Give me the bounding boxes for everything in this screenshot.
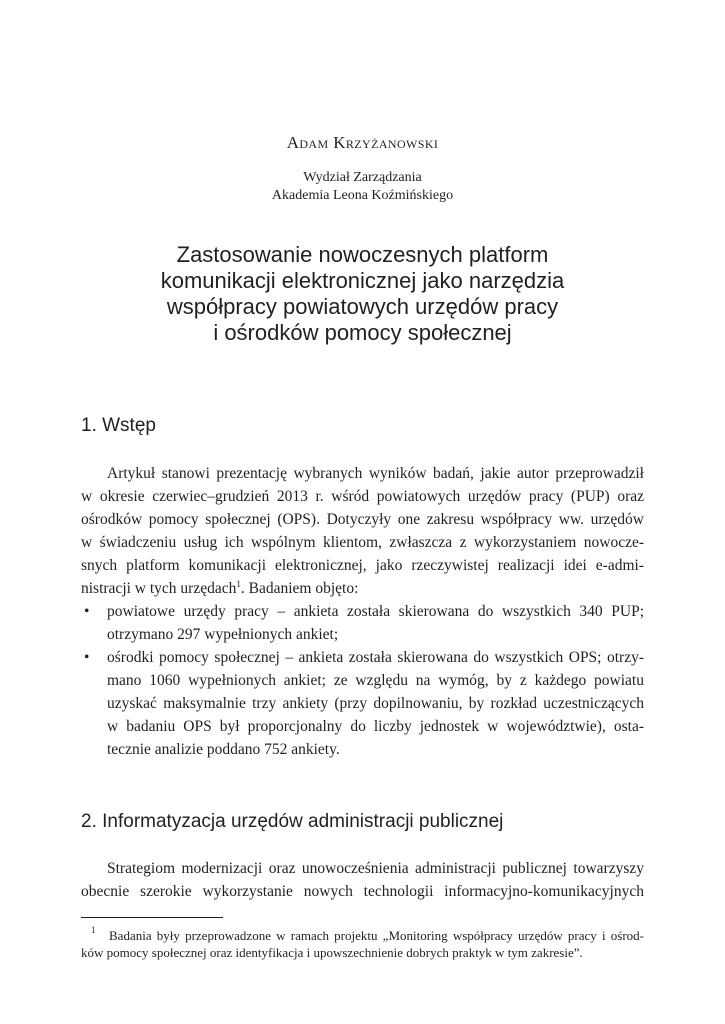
paragraph-line	[81, 579, 358, 599]
affiliation-institution: Akademia Leona Koźmińskiego	[271, 188, 454, 203]
paragraph-line: Strategiom modernizacji oraz unowocześnienia administracji publicznej towarzyszy	[107, 860, 644, 877]
article-title-line: i ośrodków pomocy społecznej	[213, 320, 512, 345]
article-title-line: komunikacji elektronicznej jako narzędzia	[160, 268, 565, 293]
paragraph-line: w okresie czerwiec–grudzień 2013 r. wśród powiatowych urzędów pracy (PUP) oraz	[81, 488, 644, 505]
list-item-line: tecznie analizie poddano 752 ankiety.	[107, 741, 340, 758]
footnote-reference[interactable]: 1	[236, 579, 241, 589]
list-item-line: otrzymano 297 wypełnionych ankiet;	[107, 626, 339, 643]
bullet-icon: •	[84, 649, 90, 666]
footnote-line: Badania były przeprowadzone w ramach projektu „Monitoring współpracy urzędów pracy i ośrod-	[109, 928, 644, 943]
list-item-line: w badaniu OPS był proporcjonalny do liczby jednostek w województwie), osta-	[107, 718, 644, 735]
paragraph-line: w świadczeniu usług ich wspólnym klientom, zwłaszcza z wykorzystaniem nowocze-	[81, 534, 644, 551]
article-title-line: Zastosowanie nowoczesnych platform	[176, 242, 549, 267]
list-item-line: uzyskać maksymalnie trzy ankiety (przy dopilnowaniu, by rozkład uczestniczących	[107, 695, 644, 712]
article-title-line: współpracy powiatowych urzędów pracy	[166, 294, 559, 319]
list-item-line: ośrodki pomocy społecznej – ankieta została skierowana do wszystkich OPS; otrzy-	[107, 649, 644, 666]
bullet-icon: •	[84, 603, 90, 620]
section-heading-introduction: 1. Wstęp	[81, 415, 156, 436]
paragraph-line: obecnie szerokie wykorzystanie nowych technologii informacyjno-komunikacyjnych	[81, 883, 644, 900]
list-item-line: mano 1060 wypełnionych ankiet; ze względu na wymóg, by z każdego powiatu	[107, 672, 644, 689]
paragraph-line: snych platform komunikacji elektronicznej, jako rzeczywistej realizacji idei e-admi-	[81, 557, 644, 574]
footnote-mark: 1	[91, 925, 96, 935]
affiliation-department: Wydział Zarządzania	[303, 170, 422, 185]
list-item-line: powiatowe urzędy pracy – ankieta została skierowana do wszystkich 340 PUP;	[107, 603, 644, 620]
footnote-line: ków pomocy społecznej oraz identyfikacja i upowszechnienie dobrych praktyk w tym zakresie”.	[81, 945, 583, 960]
author-name: Adam Krzyżanowski	[286, 133, 439, 152]
section-heading-informatization: 2. Informatyzacja urzędów administracji publicznej	[81, 811, 504, 832]
footnote-divider	[81, 917, 223, 918]
paragraph-line: ośrodków pomocy społecznej (OPS). Dotyczyły one zakresu współpracy ww. urzędów	[81, 511, 644, 528]
paragraph-line: Artykuł stanowi prezentację wybranych wyników badań, jakie autor przeprowadził	[107, 465, 644, 482]
paragraph-text: . Badaniem objęto:	[240, 580, 359, 597]
paragraph-text: nistracji w tych urzędach	[81, 580, 237, 597]
